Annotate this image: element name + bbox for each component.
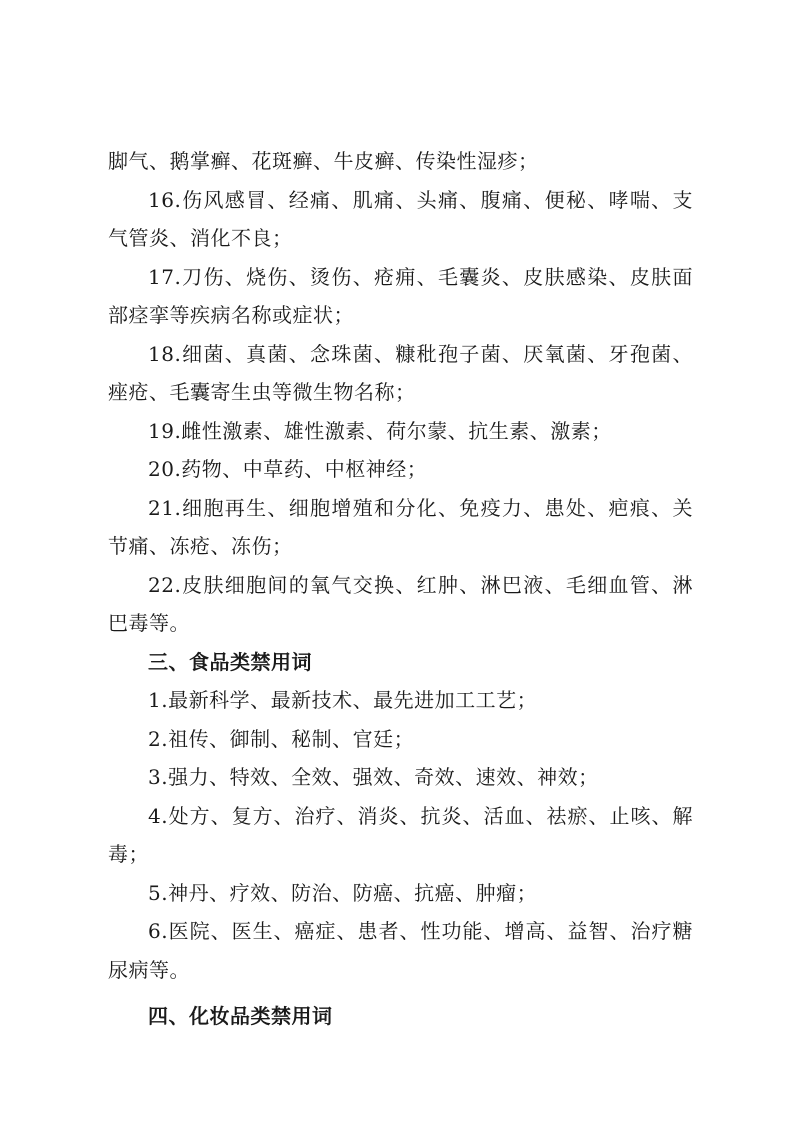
food-item-3: 3.强力、特效、全效、强效、奇效、速效、神效； bbox=[148, 765, 599, 789]
list-item-16: 16.伤风感冒、经痛、肌痛、头痛、腹痛、便秘、哮喘、支气管炎、消化不良； bbox=[108, 187, 693, 250]
list-item-21: 21.细胞再生、细胞增殖和分化、免疫力、患处、疤痕、关节痛、冻疮、冻伤； bbox=[108, 495, 693, 558]
list-item-22: 22.皮肤细胞间的氧气交换、红肿、淋巴液、毛细血管、淋巴毒等。 bbox=[108, 572, 693, 635]
food-item-4: 4.处方、复方、治疗、消炎、抗炎、活血、祛瘀、止咳、解毒； bbox=[108, 803, 693, 866]
list-item-17: 17.刀伤、烧伤、烫伤、疮痈、毛囊炎、皮肤感染、皮肤面部痉挛等疾病名称或症状； bbox=[108, 264, 693, 327]
paragraph-continuation: 脚气、鹅掌癣、花斑癣、牛皮癣、传染性湿疹； bbox=[108, 149, 539, 173]
food-item-5: 5.神丹、疗效、防治、防癌、抗癌、肿瘤； bbox=[148, 880, 538, 905]
section-heading-food: 三、食品类禁用词 bbox=[148, 649, 312, 674]
document-body bbox=[108, 142, 693, 1036]
section-heading-cosmetics: 四、化妆品类禁用词 bbox=[148, 1004, 333, 1028]
list-item-20: 20.药物、中草药、中枢神经； bbox=[148, 457, 428, 481]
food-item-2: 2.祖传、御制、秘制、官廷； bbox=[148, 726, 415, 751]
list-item-18: 18.细菌、真菌、念珠菌、糠秕孢子菌、厌氧菌、牙孢菌、痤疮、毛囊寄生虫等微生物名称； bbox=[108, 341, 693, 404]
food-item-1: 1.最新科学、最新技术、最先进加工工艺； bbox=[148, 688, 538, 712]
food-item-6: 6.医院、医生、癌症、患者、性功能、增高、益智、治疗糖尿病等。 bbox=[108, 919, 693, 982]
list-item-19: 19.雌性激素、雄性激素、荷尔蒙、抗生素、激素； bbox=[148, 418, 612, 443]
